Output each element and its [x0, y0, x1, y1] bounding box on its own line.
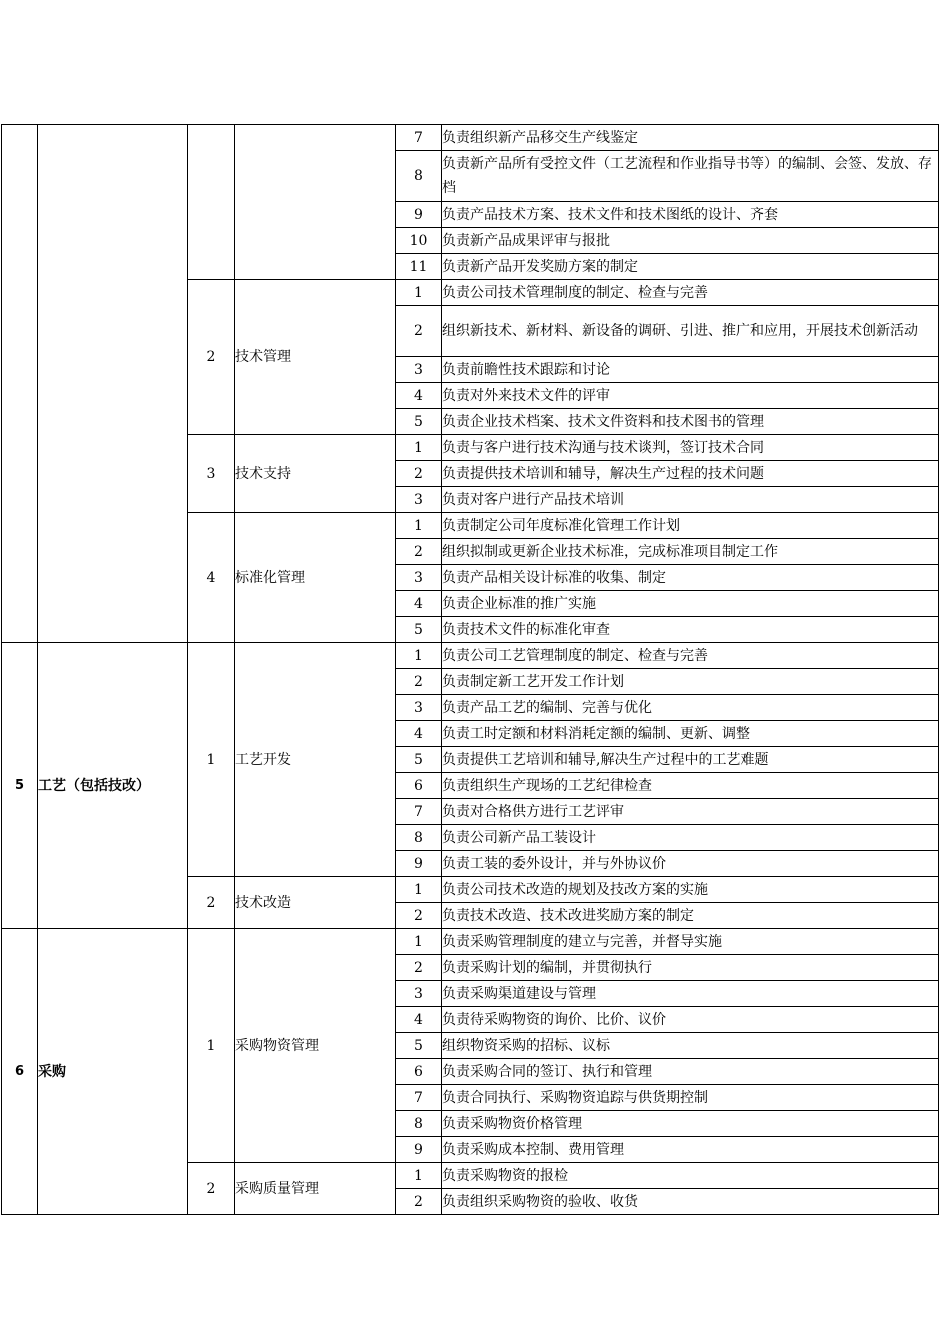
item-number-cell: 7: [396, 799, 442, 825]
item-description-cell: 负责与客户进行技术沟通与技术谈判，签订技术合同: [442, 435, 939, 461]
subsection-name-cell: 采购质量管理: [235, 1163, 396, 1215]
item-description-cell: 负责采购管理制度的建立与完善，并督导实施: [442, 929, 939, 955]
item-number-cell: 2: [396, 306, 442, 357]
table-row: [2, 929, 939, 955]
item-description-cell: 负责新产品开发奖励方案的制定: [442, 254, 939, 280]
subsection-number-cell: 2: [188, 1163, 235, 1215]
item-number-cell: 3: [396, 981, 442, 1007]
item-description-cell: 负责新产品所有受控文件（工艺流程和作业指导书等）的编制、会签、发放、存档: [442, 151, 939, 202]
item-description-cell: 组织拟制或更新企业技术标准，完成标准项目制定工作: [442, 539, 939, 565]
item-number-cell: 5: [396, 747, 442, 773]
item-number-cell: 5: [396, 409, 442, 435]
item-description-cell: 负责采购渠道建设与管理: [442, 981, 939, 1007]
item-number-cell: 1: [396, 513, 442, 539]
item-description-cell: 负责公司新产品工装设计: [442, 825, 939, 851]
item-number-cell: 3: [396, 695, 442, 721]
subsection-name-cell: 标准化管理: [235, 513, 396, 643]
item-description-cell: 负责产品工艺的编制、完善与优化: [442, 695, 939, 721]
item-number-cell: 11: [396, 254, 442, 280]
item-number-cell: 8: [396, 1111, 442, 1137]
item-number-cell: 3: [396, 487, 442, 513]
subsection-number-cell: 1: [188, 643, 235, 877]
item-description-cell: 负责组织新产品移交生产线鉴定: [442, 125, 939, 151]
item-description-cell: 负责采购计划的编制，并贯彻执行: [442, 955, 939, 981]
item-description-cell: 负责企业技术档案、技术文件资料和技术图书的管理: [442, 409, 939, 435]
item-number-cell: 9: [396, 1137, 442, 1163]
item-description-cell: 负责工装的委外设计，并与外协议价: [442, 851, 939, 877]
responsibility-table: [1, 124, 939, 1215]
item-number-cell: 1: [396, 929, 442, 955]
item-number-cell: 1: [396, 280, 442, 306]
item-number-cell: 1: [396, 643, 442, 669]
subsection-name-cell: 工艺开发: [235, 643, 396, 877]
item-number-cell: 2: [396, 669, 442, 695]
item-number-cell: 4: [396, 591, 442, 617]
item-number-cell: 8: [396, 825, 442, 851]
section-name-cell: 工艺（包括技改）: [38, 643, 188, 929]
item-description-cell: 负责提供工艺培训和辅导,解决生产过程中的工艺难题: [442, 747, 939, 773]
item-description-cell: 组织新技术、新材料、新设备的调研、引进、推广和应用，开展技术创新活动: [442, 306, 939, 357]
section-name-cell: 采购: [38, 929, 188, 1215]
item-number-cell: 7: [396, 1085, 442, 1111]
item-number-cell: 4: [396, 721, 442, 747]
item-number-cell: 2: [396, 461, 442, 487]
item-description-cell: 负责合同执行、采购物资追踪与供货期控制: [442, 1085, 939, 1111]
item-number-cell: 8: [396, 151, 442, 202]
item-number-cell: 7: [396, 125, 442, 151]
item-number-cell: 1: [396, 1163, 442, 1189]
item-description-cell: 负责前瞻性技术跟踪和讨论: [442, 357, 939, 383]
item-description-cell: 负责技术文件的标准化审查: [442, 617, 939, 643]
subsection-name-cell: 技术改造: [235, 877, 396, 929]
item-description-cell: 负责企业标准的推广实施: [442, 591, 939, 617]
item-description-cell: 负责待采购物资的询价、比价、议价: [442, 1007, 939, 1033]
subsection-number-cell: 2: [188, 877, 235, 929]
subsection-number-cell: 1: [188, 929, 235, 1163]
item-description-cell: 负责公司技术管理制度的制定、检查与完善: [442, 280, 939, 306]
item-description-cell: 负责产品相关设计标准的收集、制定: [442, 565, 939, 591]
item-number-cell: 1: [396, 435, 442, 461]
subsection-name-cell: 技术支持: [235, 435, 396, 513]
item-number-cell: 2: [396, 1189, 442, 1215]
item-description-cell: 负责制定新工艺开发工作计划: [442, 669, 939, 695]
subsection-number-cell: [188, 125, 235, 280]
item-number-cell: 2: [396, 539, 442, 565]
item-description-cell: 负责对客户进行产品技术培训: [442, 487, 939, 513]
item-number-cell: 6: [396, 773, 442, 799]
item-description-cell: 负责采购物资的报检: [442, 1163, 939, 1189]
item-number-cell: 4: [396, 1007, 442, 1033]
table-row: [2, 643, 939, 669]
item-description-cell: 负责工时定额和材料消耗定额的编制、更新、调整: [442, 721, 939, 747]
table-row: [2, 125, 939, 151]
section-name-cell: [38, 125, 188, 643]
subsection-name-cell: [235, 125, 396, 280]
subsection-number-cell: 3: [188, 435, 235, 513]
item-number-cell: 3: [396, 357, 442, 383]
subsection-number-cell: 4: [188, 513, 235, 643]
item-number-cell: 9: [396, 202, 442, 228]
subsection-name-cell: 技术管理: [235, 280, 396, 435]
item-number-cell: 5: [396, 617, 442, 643]
section-number-cell: [2, 125, 38, 643]
item-description-cell: 负责采购物资价格管理: [442, 1111, 939, 1137]
subsection-number-cell: 2: [188, 280, 235, 435]
item-description-cell: 负责对外来技术文件的评审: [442, 383, 939, 409]
item-description-cell: 负责采购合同的签订、执行和管理: [442, 1059, 939, 1085]
item-number-cell: 10: [396, 228, 442, 254]
item-number-cell: 4: [396, 383, 442, 409]
item-description-cell: 负责组织采购物资的验收、收货: [442, 1189, 939, 1215]
item-description-cell: 负责对合格供方进行工艺评审: [442, 799, 939, 825]
item-description-cell: 负责产品技术方案、技术文件和技术图纸的设计、齐套: [442, 202, 939, 228]
item-number-cell: 2: [396, 903, 442, 929]
item-number-cell: 5: [396, 1033, 442, 1059]
item-description-cell: 负责技术改造、技术改进奖励方案的制定: [442, 903, 939, 929]
item-number-cell: 6: [396, 1059, 442, 1085]
item-number-cell: 2: [396, 955, 442, 981]
item-description-cell: 负责组织生产现场的工艺纪律检查: [442, 773, 939, 799]
item-number-cell: 3: [396, 565, 442, 591]
item-number-cell: 9: [396, 851, 442, 877]
section-number-cell: 6: [2, 929, 38, 1215]
item-description-cell: 负责采购成本控制、费用管理: [442, 1137, 939, 1163]
item-description-cell: 负责制定公司年度标准化管理工作计划: [442, 513, 939, 539]
item-description-cell: 负责新产品成果评审与报批: [442, 228, 939, 254]
item-description-cell: 组织物资采购的招标、议标: [442, 1033, 939, 1059]
item-description-cell: 负责提供技术培训和辅导，解决生产过程的技术问题: [442, 461, 939, 487]
subsection-name-cell: 采购物资管理: [235, 929, 396, 1163]
item-description-cell: 负责公司工艺管理制度的制定、检查与完善: [442, 643, 939, 669]
section-number-cell: 5: [2, 643, 38, 929]
item-number-cell: 1: [396, 877, 442, 903]
item-description-cell: 负责公司技术改造的规划及技改方案的实施: [442, 877, 939, 903]
